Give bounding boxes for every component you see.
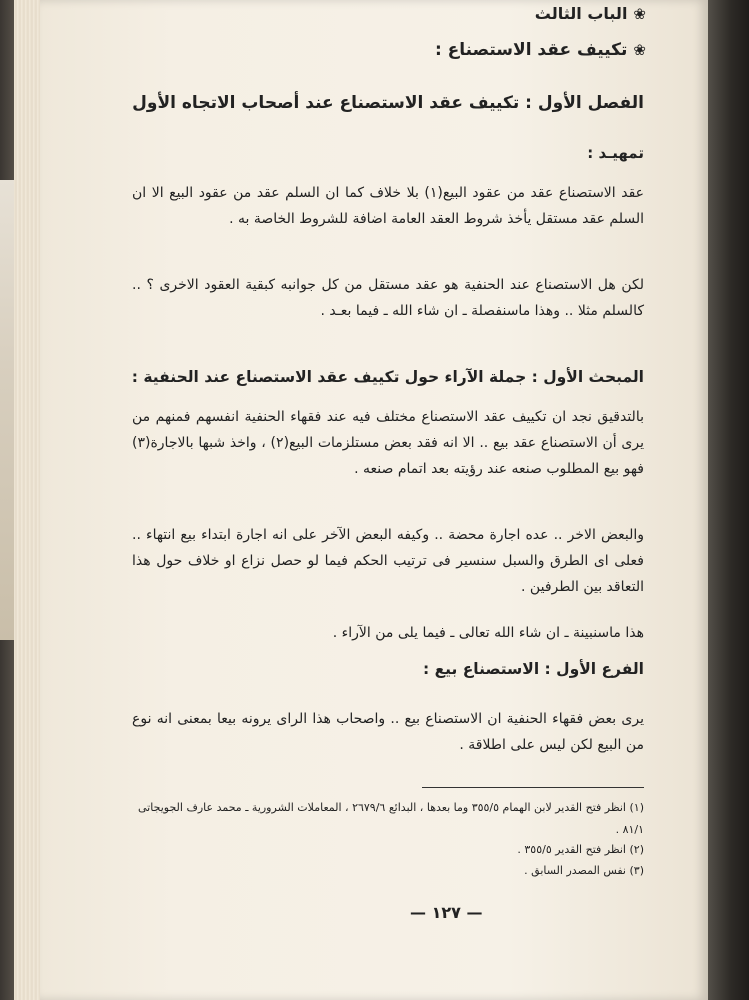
footnote-1: (١) انظر فتح القدير لابن الهمام ٣٥٥/٥ وما بعدها ، البدائع ٢٦٧٩/٦ ، المعاملات الشرورية ـ محمد عارف الجويجاتى ٨١/١ . (138, 801, 644, 836)
background-right (704, 0, 749, 1000)
paragraph-4: والبعض الاخر .. عده اجارة محضة .. وكيفه البعض الآخر على انه اجارة ابتداء بيع انتهاء .. فعلى اى الطرق والسبل سنسير فى ترتيب الحكم فيما لو حصل نزاع او خلاف حول هذا التعاقد بين الطرفين . (132, 527, 644, 595)
chapter-title-text: الباب الثالث (534, 4, 628, 23)
fasl-heading: الفصل الأول : تكييف عقد الاستصناع عند أصحاب الاتجاه الأول (132, 93, 644, 113)
chapter-title (535, 4, 646, 23)
far-heading: الفرع الأول : الاستصناع بيع : (422, 660, 644, 678)
footnote-2: (٢) انظر فتح القدير ٣٥٥/٥ . (517, 843, 644, 856)
paragraph-6: يرى بعض فقهاء الحنفية ان الاستصناع بيع .. واصحاب هذا الراى يرونه بيعا بمعنى انه نوع من البيع لكن ليس على اطلاقة . (132, 711, 644, 753)
paragraph-2: لكن هل الاستصناع عند الحنفية هو عقد مستقل من كل جوانبه كبقية العقود الاخرى ؟ .. كالسلم مثلا .. وهذا ماسنفصلة ـ ان شاء الله ـ فيما بعـد . (132, 277, 644, 319)
bullet-icon: ❀ (633, 41, 646, 59)
mabhath-heading: المبحث الأول : جملة الآراء حول تكييف عقد الاستصناع عند الحنفية : (131, 368, 644, 386)
paragraph-5: هذا ماسنبينة ـ ان شاء الله تعالى ـ فيما يلى من الآراء . (332, 625, 644, 641)
section-title-text: تكييف عقد الاستصناع : (434, 40, 628, 60)
section-title (435, 40, 646, 60)
footnote-3: (٣) نفس المصدر السابق . (524, 864, 644, 877)
tamhid-heading: تمهيـد : (587, 144, 644, 162)
book-page (40, 0, 708, 1000)
paragraph-3: بالتدقيق نجد ان تكييف عقد الاستصناع مختلف فيه عند فقهاء الحنفية انفسهم فمنهم من يرى أن الاستصناع عقد بيع .. الا انه فقد بعض مستلزمات البيع(٢) ، واخذ شبها بالاجارة(٣) فهو بيع المطلوب صنعه عند رؤيته بعد اتمام صنعه . (132, 409, 645, 477)
page-number: — ١٢٧ — (410, 903, 483, 922)
footnote-divider (422, 787, 644, 788)
paragraph-1: عقد الاستصناع عقد من عقود البيع(١) بلا خلاف كما ان السلم عقد من عقود البيع الا ان السلم عقد مستقل يأخذ شروط العقد العامة اضافة للشروط الخاصة به . (132, 185, 644, 227)
bullet-icon: ❀ (633, 5, 646, 23)
